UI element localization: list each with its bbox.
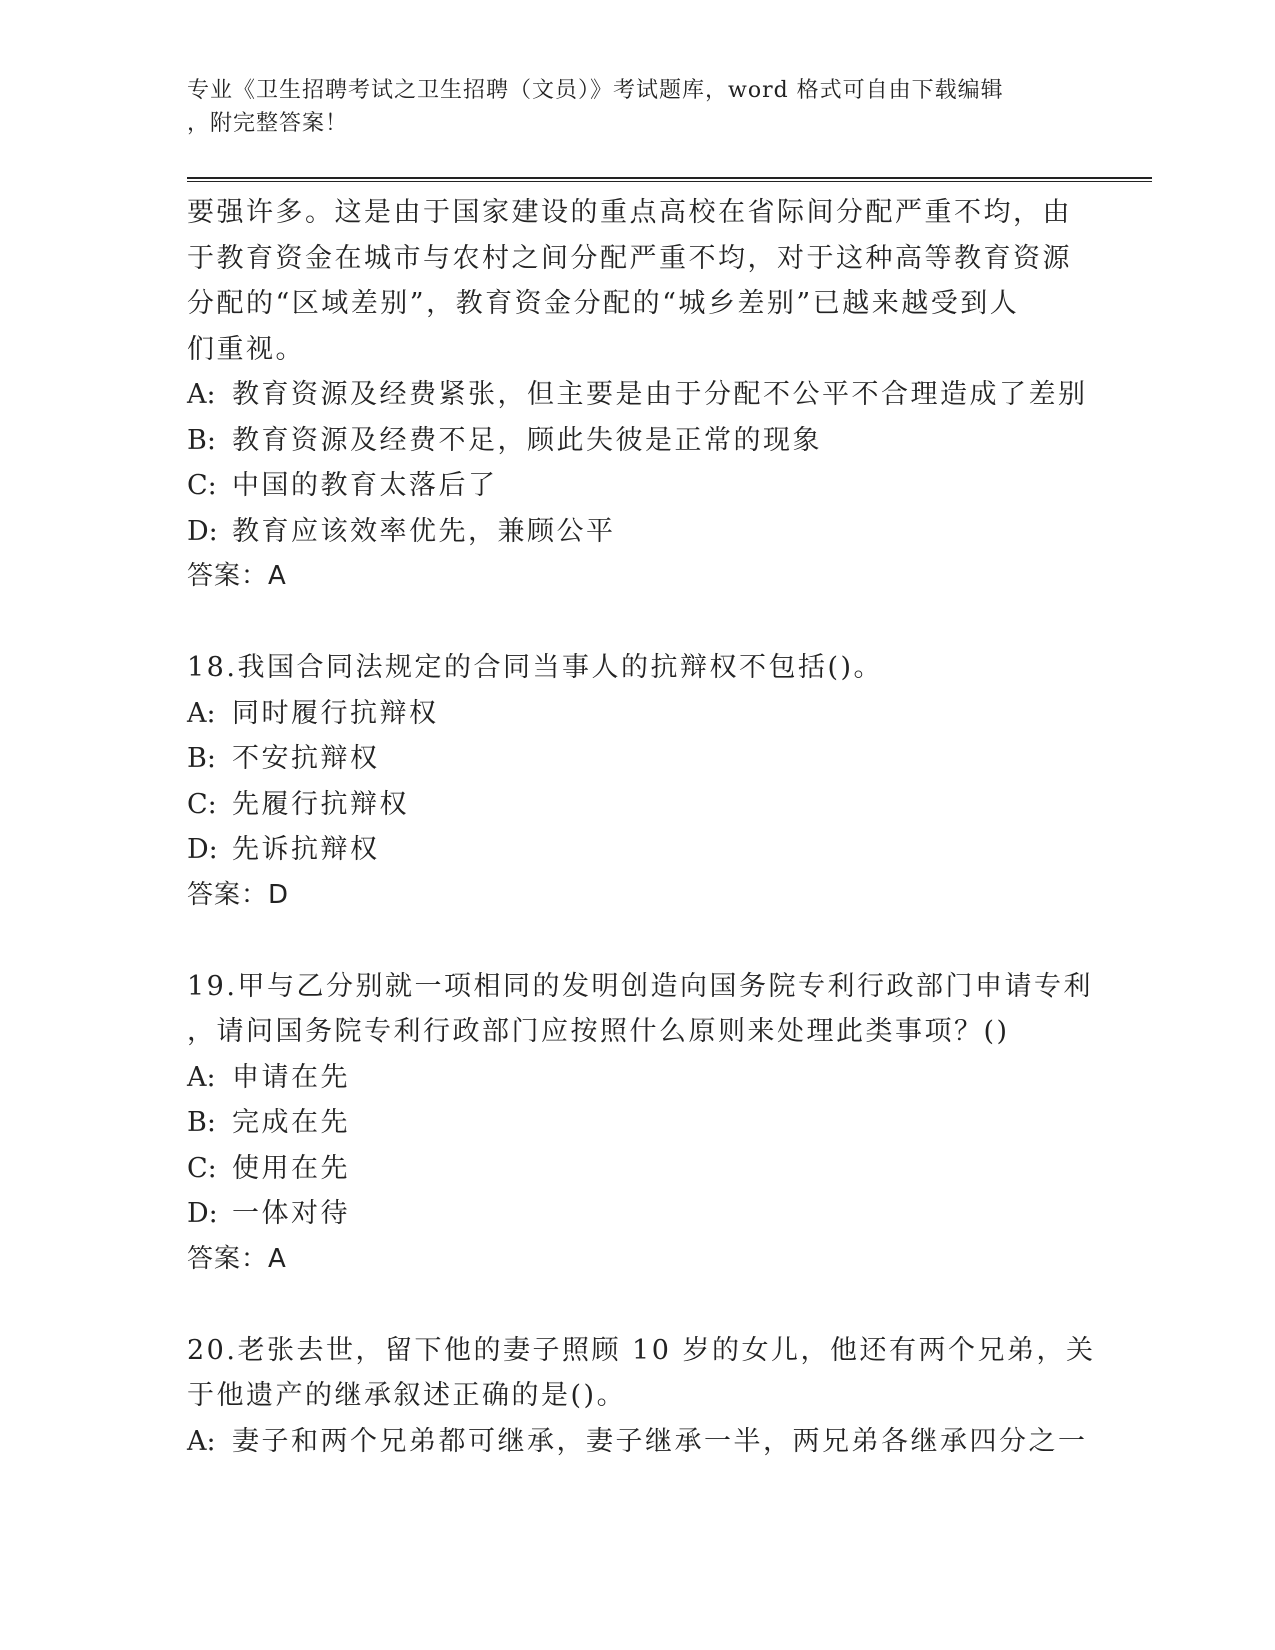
header-line-1: 专业《卫生招聘考试之卫生招聘（文员）》考试题库，word 格式可自由下载编辑 xyxy=(187,78,1004,103)
option-b xyxy=(187,1100,1077,1146)
option-letter: B: xyxy=(187,1107,216,1138)
option-c xyxy=(187,1146,1077,1192)
answer: 答案：D xyxy=(187,879,290,910)
option-text: 教育资源及经费紧张，但主要是由于分配不公平不合理造成了差别 xyxy=(232,379,1088,410)
option-letter: A: xyxy=(187,379,216,410)
option-letter: B: xyxy=(187,743,216,774)
option-text: 完成在先 xyxy=(232,1107,350,1138)
option-c xyxy=(187,782,1077,828)
spacer xyxy=(187,918,1077,964)
option-text: 申请在先 xyxy=(232,1061,350,1093)
option-text: 教育应该效率优先，兼顾公平 xyxy=(232,515,616,547)
answer: 答案：A xyxy=(187,561,287,591)
option-letter: C: xyxy=(187,470,217,501)
header-divider xyxy=(187,177,1152,182)
question-text-line: 19.甲与乙分别就一项相同的发明创造向国务院专利行政部门申请专利 xyxy=(187,970,1093,1002)
header-line-2: ，附完整答案！ xyxy=(187,111,349,136)
option-d xyxy=(187,509,1077,555)
question-19 xyxy=(187,964,1093,1283)
question-text-line: 们重视。 xyxy=(187,333,305,365)
option-c xyxy=(187,463,1077,509)
option-a xyxy=(187,691,1077,737)
question-text-line: 分配的“区域差别”，教育资金分配的“城乡差别”已越来越受到人 xyxy=(187,288,1020,319)
option-b xyxy=(187,736,1077,782)
option-letter: C: xyxy=(187,788,217,820)
spacer xyxy=(187,1282,1077,1328)
question-text-line: 20.老张去世，留下他的妻子照顾 10 岁的女儿，他还有两个兄弟，关 xyxy=(187,1334,1096,1366)
question-text-line: ，请问国务院专利行政部门应按照什么原则来处理此类事项？() xyxy=(187,1016,1010,1047)
option-text: 中国的教育太落后了 xyxy=(232,470,498,501)
question-text-line: 18.我国合同法规定的合同当事人的抗辩权不包括()。 xyxy=(187,652,884,683)
option-letter: D: xyxy=(187,1198,218,1229)
option-text: 先履行抗辩权 xyxy=(232,788,409,820)
option-text: 同时履行抗辩权 xyxy=(232,697,439,729)
option-a xyxy=(187,372,1088,418)
option-letter: B: xyxy=(187,424,216,456)
question-20 xyxy=(187,1328,1096,1465)
option-text: 先诉抗辩权 xyxy=(232,834,380,865)
option-text: 使用在先 xyxy=(232,1152,350,1184)
spacer xyxy=(187,600,1077,646)
option-letter: A: xyxy=(187,1425,216,1457)
option-letter: A: xyxy=(187,1061,216,1093)
option-text: 教育资源及经费不足，顾此失彼是正常的现象 xyxy=(232,424,822,456)
question-text-line: 于教育资金在城市与农村之间分配严重不均，对于这种高等教育资源 xyxy=(187,242,1072,274)
option-letter: D: xyxy=(187,834,218,865)
question-17 xyxy=(187,190,1088,600)
option-text: 一体对待 xyxy=(232,1198,350,1229)
question-text-line: 于他遗产的继承叙述正确的是()。 xyxy=(187,1380,627,1411)
question-text-line: 要强许多。这是由于国家建设的重点高校在省际间分配严重不均，由 xyxy=(187,197,1072,228)
option-letter: C: xyxy=(187,1152,217,1184)
option-a xyxy=(187,1055,1077,1101)
option-letter: D: xyxy=(187,515,218,547)
option-d xyxy=(187,827,1077,873)
page-header xyxy=(187,74,1067,140)
answer: 答案：A xyxy=(187,1243,287,1274)
option-a xyxy=(187,1419,1088,1465)
option-text: 不安抗辩权 xyxy=(232,743,380,774)
question-18 xyxy=(187,645,1077,918)
option-b xyxy=(187,418,1077,464)
option-d xyxy=(187,1191,1077,1237)
option-letter: A: xyxy=(187,697,216,729)
option-text: 妻子和两个兄弟都可继承，妻子继承一半，两兄弟各继承四分之一 xyxy=(232,1425,1088,1457)
document-body xyxy=(187,190,1096,1464)
